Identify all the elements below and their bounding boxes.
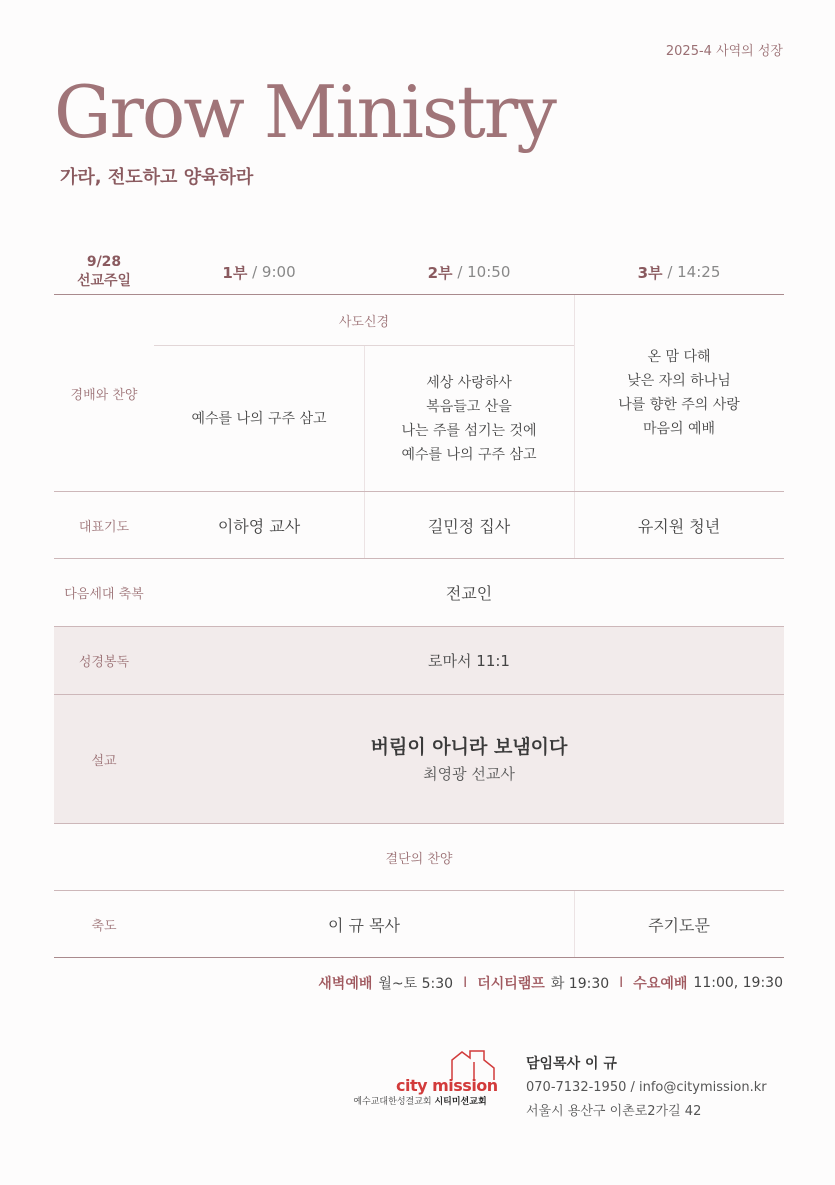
day-name: 선교주일 <box>76 273 132 289</box>
prayer-service-3: 유지원 청년 <box>637 516 721 536</box>
reading-label: 성경봉독 <box>78 655 130 670</box>
schedule-name: 새벽예배 <box>318 976 373 992</box>
schedule-separator: I <box>463 975 468 991</box>
song: 낮은 자의 하나님 <box>627 373 731 389</box>
blessing-value: 전교인 <box>445 584 493 603</box>
song: 세상 사랑하사 <box>426 374 512 391</box>
closing-value: 주기도문 <box>648 915 710 935</box>
service-3-name: 3부 <box>637 263 663 282</box>
service-3-header: 3부 / 14:25 <box>637 263 721 282</box>
decision-song: 결단의 찬양 <box>385 851 453 867</box>
schedule-time: 월~토 5:30 <box>378 976 454 992</box>
service-2-name: 2부 <box>427 263 453 282</box>
songs-service-1 <box>154 346 364 491</box>
benediction-label: 축도 <box>91 918 117 934</box>
contact-info <box>526 1052 767 1124</box>
songs-service-2 <box>364 346 574 491</box>
service-3-time: 14:25 <box>677 263 721 281</box>
service-2-time: 10:50 <box>467 263 511 281</box>
prayer-service-2: 길민정 집사 <box>427 516 511 536</box>
song: 마음의 예배 <box>642 421 716 437</box>
brand-name: city mission <box>396 1076 498 1095</box>
prayer-label: 대표기도 <box>78 519 130 535</box>
church-denomination: 예수교대한성결교회 <box>353 1097 432 1107</box>
service-2-header: 2부 / 10:50 <box>427 263 511 282</box>
divider <box>54 957 784 958</box>
church-name <box>340 1094 500 1107</box>
schedule-name: 더시티램프 <box>477 976 545 992</box>
schedule-separator: I <box>619 975 624 991</box>
date: 9/28 <box>86 254 122 270</box>
schedule-time: 11:00, 19:30 <box>693 975 783 991</box>
sermon-label: 설교 <box>91 753 117 769</box>
address: 서울시 용산구 이촌로2가길 42 <box>526 1104 702 1119</box>
songs-service-3 <box>574 295 784 491</box>
worship-label: 경배와 찬양 <box>70 387 138 403</box>
pastor: 담임목사 이 규 <box>526 1056 617 1072</box>
weekly-schedule <box>318 973 783 993</box>
song: 예수를 나의 구주 삼고 <box>401 446 537 463</box>
creed: 사도신경 <box>338 314 390 330</box>
phone-email: 070-7132-1950 / info@citymission.kr <box>526 1080 767 1095</box>
sermon <box>154 695 784 823</box>
page-title: Grow Ministry <box>54 70 555 154</box>
schedule-time: 화 19:30 <box>550 976 610 992</box>
church-logo <box>340 1048 500 1123</box>
service-1-header: 1부 / 9:00 <box>222 263 296 282</box>
benediction-value: 이 규 목사 <box>328 915 400 935</box>
song: 나를 향한 주의 사랑 <box>618 397 740 413</box>
church-title: 시티미션교회 <box>434 1097 487 1107</box>
song: 예수를 나의 구주 삼고 <box>191 410 327 427</box>
service-date <box>54 252 154 292</box>
song: 복음들고 산을 <box>426 398 512 415</box>
blessing-label: 다음세대 축복 <box>64 587 144 602</box>
song: 온 맘 다해 <box>647 349 711 365</box>
reading-value: 로마서 11:1 <box>428 652 510 670</box>
schedule-name: 수요예배 <box>633 976 688 992</box>
preacher: 최영광 선교사 <box>423 765 515 783</box>
page-subtitle: 가라, 전도하고 양육하라 <box>60 167 254 188</box>
song: 나는 주를 섬기는 것에 <box>401 422 537 439</box>
service-1-name: 1부 <box>222 263 248 282</box>
service-1-time: 9:00 <box>261 263 296 281</box>
prayer-service-1: 이하영 교사 <box>217 516 301 536</box>
series-label: 2025-4 사역의 성장 <box>665 44 783 59</box>
sermon-title: 버림이 아니라 보냄이다 <box>370 736 568 758</box>
